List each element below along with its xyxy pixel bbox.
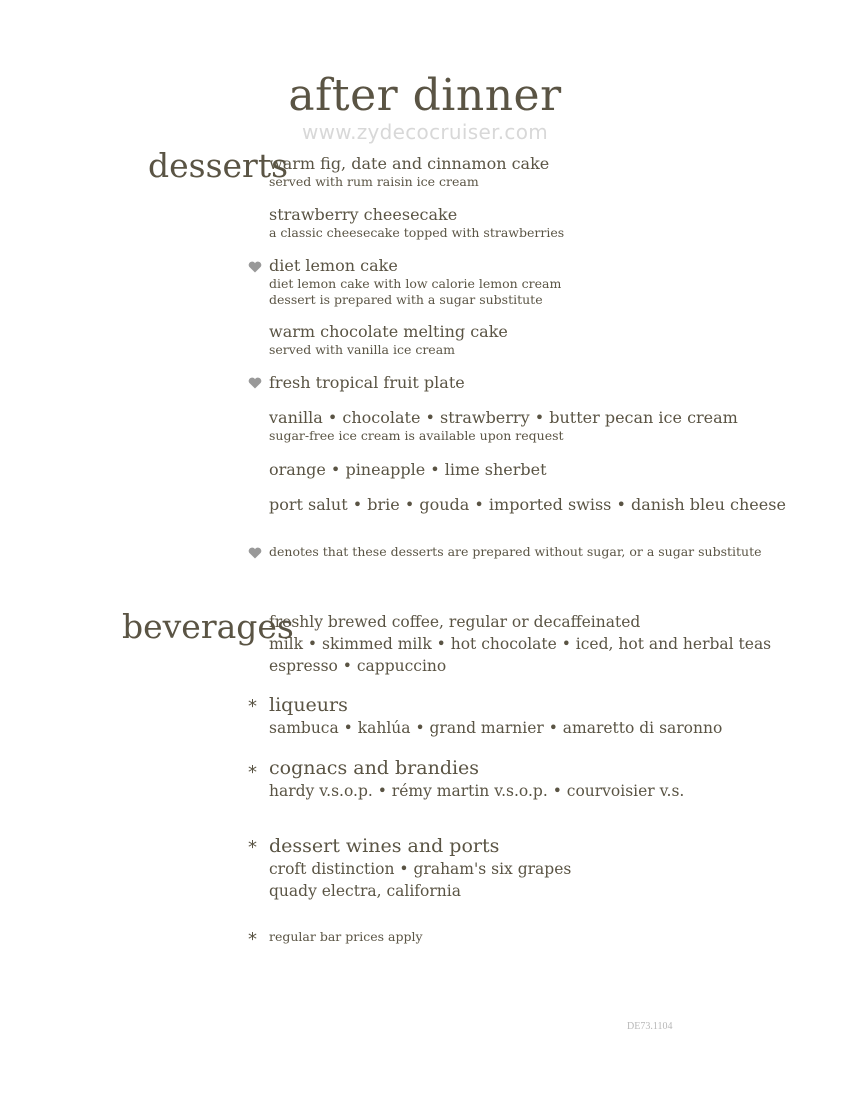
asterisk-icon: * xyxy=(248,929,257,950)
asterisk-icon: * xyxy=(248,696,257,717)
beverage-line: hardy v.s.o.p. • rémy martin v.s.o.p. • courvoisier v.s. xyxy=(269,782,685,800)
dessert-desc: served with vanilla ice cream xyxy=(269,342,455,357)
group-title: liqueurs xyxy=(269,694,348,716)
dessert-desc: dessert is prepared with a sugar substitute xyxy=(269,292,543,307)
dessert-name: port salut • brie • gouda • imported swiss • danish bleu cheese xyxy=(269,495,786,514)
beverage-group xyxy=(269,834,571,902)
dessert-desc: served with rum raisin ice cream xyxy=(269,174,479,189)
dessert-name: orange • pineapple • lime sherbet xyxy=(269,460,547,479)
asterisk-icon: * xyxy=(248,762,257,783)
list-item xyxy=(269,322,508,358)
list-item xyxy=(269,408,738,444)
dessert-name: fresh tropical fruit plate xyxy=(269,373,465,392)
dessert-desc: a classic cheesecake topped with strawberries xyxy=(269,225,565,240)
desserts-note: denotes that these desserts are prepared without sugar, or a sugar substitute xyxy=(269,544,762,559)
dessert-desc: diet lemon cake with low calorie lemon cream xyxy=(269,276,562,291)
document-code: DE73.1104 xyxy=(627,1021,673,1032)
dessert-name: strawberry cheesecake xyxy=(269,205,458,224)
desserts-heading: desserts xyxy=(148,146,289,185)
dessert-name: warm chocolate melting cake xyxy=(269,322,508,341)
beverages-note: regular bar prices apply xyxy=(269,929,423,944)
list-item xyxy=(269,373,465,393)
dessert-name: vanilla • chocolate • strawberry • butter pecan ice cream xyxy=(269,408,738,427)
page-title: after dinner xyxy=(288,70,562,121)
beverage-line: sambuca • kahlúa • grand marnier • amaretto di saronno xyxy=(269,719,723,737)
group-title: dessert wines and ports xyxy=(269,835,500,857)
list-item xyxy=(269,611,771,677)
beverage-line: croft distinction • graham's six grapes xyxy=(269,860,572,878)
watermark: www.zydecocruiser.com xyxy=(301,120,549,144)
beverage-line: espresso • cappuccino xyxy=(269,657,447,675)
asterisk-icon: * xyxy=(248,837,257,858)
beverages-heading: beverages xyxy=(122,607,294,646)
heart-icon xyxy=(248,377,262,389)
heart-icon xyxy=(248,261,262,273)
heart-icon xyxy=(248,547,262,559)
list-item xyxy=(269,495,786,515)
list-item xyxy=(269,154,549,190)
beverage-line: milk • skimmed milk • hot chocolate • iced, hot and herbal teas xyxy=(269,635,772,653)
beverage-line: freshly brewed coffee, regular or decaffeinated xyxy=(269,613,641,631)
beverage-group xyxy=(269,693,722,739)
group-title: cognacs and brandies xyxy=(269,757,480,779)
list-item xyxy=(269,460,547,480)
dessert-name: warm fig, date and cinnamon cake xyxy=(269,154,550,173)
list-item xyxy=(269,256,561,308)
beverage-group xyxy=(269,756,684,802)
list-item xyxy=(269,205,564,241)
dessert-name: diet lemon cake xyxy=(269,256,398,275)
beverage-line: quady electra, california xyxy=(269,882,461,900)
dessert-desc: sugar-free ice cream is available upon request xyxy=(269,428,564,443)
